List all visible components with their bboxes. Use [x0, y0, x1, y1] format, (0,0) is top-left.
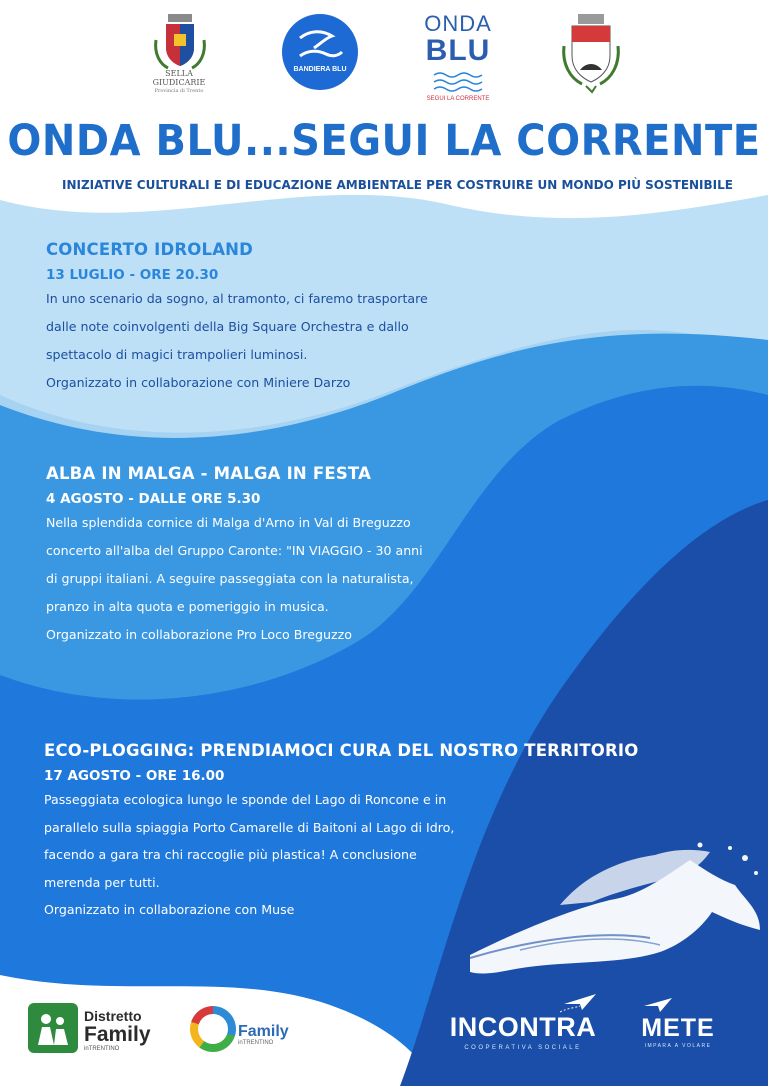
- distretto-line2: Family: [84, 1023, 151, 1046]
- distretto-family-logo-icon: [28, 1003, 78, 1053]
- page-title: ONDA BLU...SEGUI LA CORRENTE: [7, 116, 761, 166]
- mete-sub: IMPARA A VOLARE: [644, 1043, 712, 1049]
- paper-plane-icon: [560, 990, 600, 1014]
- family-line1: Family: [238, 1023, 289, 1040]
- onda-blu-logo: [424, 12, 492, 66]
- family-in-trentino-logo-icon: [190, 1006, 236, 1052]
- onda-logo-sub: SEGUI LA CORRENTE: [426, 96, 490, 102]
- onda-logo-line1: ONDA: [424, 11, 492, 36]
- sella-giudicarie-label: SELLA GIUDICARIE Provincia di Trento: [152, 69, 206, 94]
- incontra-sub: COOPERATIVA SOCIALE: [464, 1045, 582, 1051]
- event-description-line: spettacolo di magici trampolieri luminosi.: [46, 347, 308, 362]
- distretto-family-label: [84, 1008, 151, 1052]
- event-description-line: merenda per tutti.: [44, 874, 160, 890]
- event-eco-plogging: [44, 741, 638, 924]
- event-date: 13 LUGLIO - ORE 20.30: [46, 267, 219, 283]
- event-organizer-line: Organizzato in collaborazione con Muse: [44, 902, 295, 918]
- event-date: 4 AGOSTO - DALLE ORE 5.30: [46, 491, 261, 507]
- onda-logo-line2: BLU: [425, 34, 491, 67]
- mete-logo: [636, 1014, 720, 1049]
- event-description-line: pranzo in alta quota e pomeriggio in musica.: [46, 599, 329, 614]
- event-title: CONCERTO IDROLAND: [46, 240, 254, 259]
- event-title: ALBA IN MALGA - MALGA IN FESTA: [46, 464, 372, 483]
- event-description-line: dalle note coinvolgenti della Big Square Orchestra e dallo: [46, 319, 409, 334]
- event-description-line: Nella splendida cornice di Malga d'Arno in Val di Breguzzo: [46, 515, 411, 530]
- event-alba-in-malga: [46, 464, 423, 649]
- event-organizer-line: Organizzato in collaborazione Pro Loco Breguzzo: [46, 627, 352, 642]
- page-subtitle: INIZIATIVE CULTURALI E DI EDUCAZIONE AMBIENTALE PER COSTRUIRE UN MONDO PIÙ SOSTENIBILE: [62, 178, 733, 192]
- distretto-line3: inTRENTINO: [84, 1046, 120, 1052]
- event-description-line: concerto all'alba del Gruppo Caronte: "IN VIAGGIO - 30 anni: [46, 543, 423, 558]
- family-line2: inTRENTINO: [238, 1040, 274, 1046]
- event-title: ECO-PLOGGING: PRENDIAMOCI CURA DEL NOSTRO TERRITORIO: [44, 741, 639, 760]
- event-organizer-line: Organizzato in collaborazione con Miniere Darzo: [46, 375, 351, 390]
- onda-waves-icon: [432, 70, 484, 94]
- event-description-line: In uno scenario da sogno, al tramonto, ci faremo trasportare: [46, 291, 428, 306]
- bandiera-blu-logo: [282, 14, 358, 90]
- incontra-logo: [448, 1012, 598, 1051]
- event-description-line: facendo a gara tra chi raccoglie più plastica! A conclusione: [44, 847, 417, 863]
- event-description-line: Passeggiata ecologica lungo le sponde del Lago di Roncone e in: [44, 792, 447, 807]
- sella-giudicarie-logo: [150, 10, 210, 72]
- event-concerto-idroland: [46, 240, 428, 397]
- event-date: 17 AGOSTO - ORE 16.00: [44, 768, 225, 784]
- family-in-trentino-label: [238, 1024, 289, 1046]
- event-description-line: di gruppi italiani. A seguire passeggiata con la naturalista,: [46, 571, 414, 586]
- event-description-line: parallelo sulla spiaggia Porto Camarelle di Baitoni al Lago di Idro,: [44, 819, 455, 835]
- mete-name: METE: [641, 1014, 715, 1042]
- distretto-line1: Distretto: [84, 1008, 142, 1024]
- paper-plane-icon: [640, 994, 676, 1016]
- municipal-crest-icon: [556, 12, 626, 96]
- incontra-name: INCONTRA: [449, 1012, 597, 1042]
- bandiera-blu-label: BANDIERA BLU: [293, 66, 347, 73]
- coat-of-arms-icon: [156, 14, 205, 68]
